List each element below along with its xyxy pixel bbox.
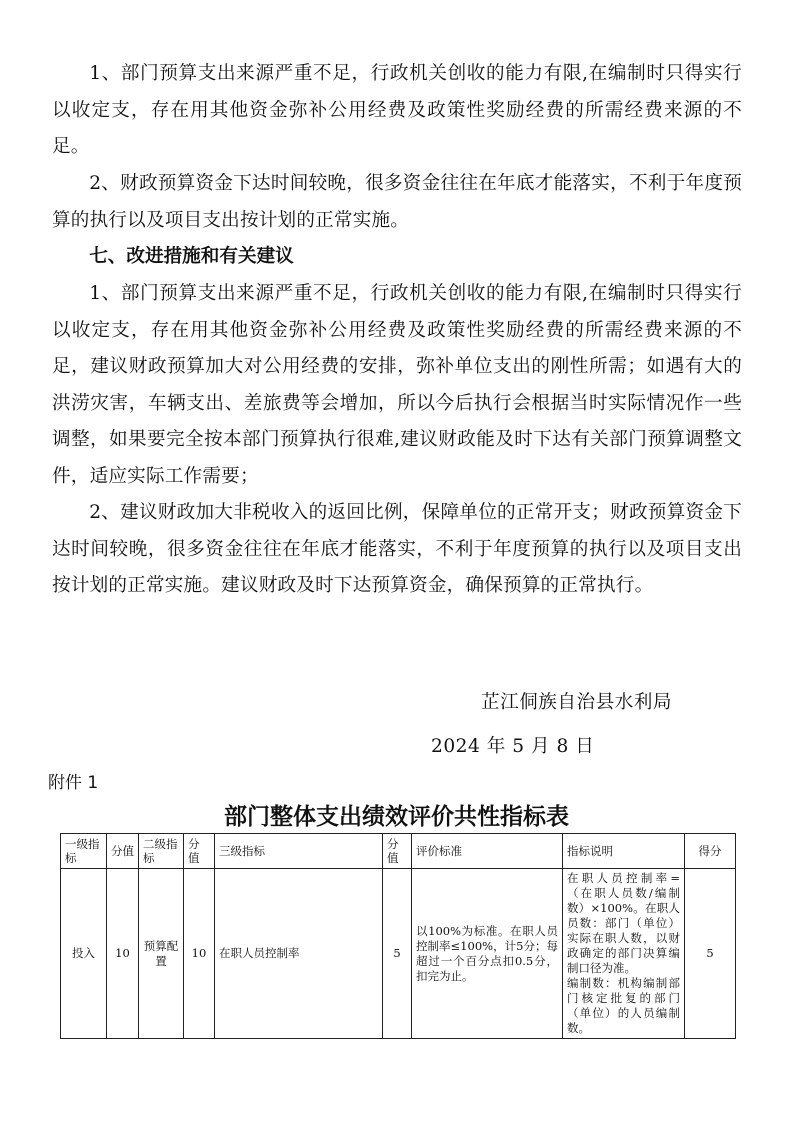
header-level3: 三级指标 [215,834,383,869]
cell-score3: 5 [383,869,412,1039]
header-score3: 分值 [383,834,412,869]
indicator-table [60,833,736,1039]
table-header-row [61,834,736,869]
header-criteria: 评价标准 [412,834,563,869]
header-result: 得分 [685,834,736,869]
signature-date: 2024 年 5 月 8 日 [431,736,595,757]
cell-level1: 投入 [61,869,107,1039]
paragraph-problem-2: 2、财政预算资金下达时间较晚，很多资金往往在年底才能落实，不利于年度预算的执行以及项目支出按计划的正常实施。 [52,173,742,231]
cell-score2: 10 [184,869,215,1039]
cell-level3: 在职人员控制率 [215,869,383,1039]
explanation-part-2: 编制数：机构编制部门核定批复的部门（单位）的人员编制数。 [567,976,680,1035]
cell-criteria: 以100%为标准。在职人员控制率≤100%，计5分；每超过一个百分点扣0.5分，扣完为止。 [412,869,563,1039]
signature-org: 芷江侗族自治县水利局 [481,692,672,713]
cell-score1: 10 [107,869,139,1039]
paragraph-suggestion-1: 1、部门预算支出来源严重不足，行政机关创收的能力有限,在编制时只得实行以收定支，存在用其他资金弥补公用经费及政策性奖励经费的所需经费来源的不足，建议财政预算加大对公用经费的安排，弥补单位支出的刚性所需；如遇有大的洪涝灾害，车辆支出、差旅费等会增加，所以今后执行会根据当时实际情况作一些调整，如果要完全按本部门预算执行很难,建议财政能及时下达有关部门预算调整文件，适应实际工作需要； [52,283,742,487]
paragraph-problem-1: 1、部门预算支出来源严重不足，行政机关创收的能力有限,在编制时只得实行以收定支，存在用其他资金弥补公用经费及政策性奖励经费的所需经费来源的不足。 [52,63,742,157]
header-explanation: 指标说明 [563,834,685,869]
cell-level2: 预算配置 [139,869,184,1039]
paragraph-suggestion-2: 2、建议财政加大非税收入的返回比例，保障单位的正常开支；财政预算资金下达时间较晚，很多资金往往在年底才能落实，不利于年度预算的执行以及项目支出按计划的正常实施。建议财政及时下达预算资金，确保预算的正常执行。 [52,502,742,596]
cell-result: 5 [685,869,736,1039]
section-heading: 七、改进措施和有关建议 [89,246,294,267]
table-title: 部门整体支出绩效评价共性指标表 [224,804,569,830]
header-score1: 分值 [107,834,139,869]
attachment-label: 附件 1 [48,773,99,793]
explanation-part-1: 在职人员控制率=（在职人员数/编制数）×100%。在职人员数：部门（单位）实际在职人数，以财政确定的部门决算编制口径为准。 [567,871,680,975]
header-level1: 一级指标 [61,834,107,869]
header-level2: 二级指标 [139,834,184,869]
table-row [61,869,736,1039]
cell-explanation [563,869,685,1039]
header-score2: 分值 [184,834,215,869]
